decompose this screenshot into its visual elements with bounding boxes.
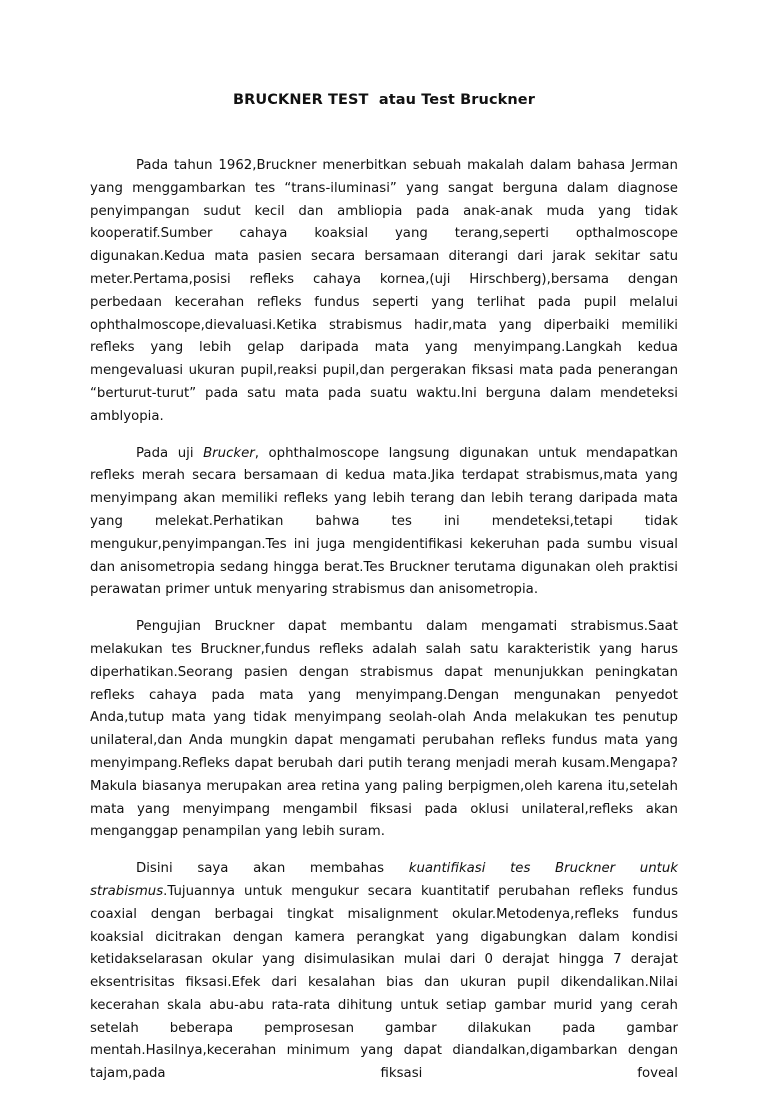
paragraph-4 xyxy=(90,858,678,1086)
paragraph-2-italic-term: Brucker xyxy=(203,445,255,461)
document-title: BRUCKNER TEST atau Test Bruckner xyxy=(232,92,535,108)
paragraph-3-text: Pengujian Bruckner dapat membantu dalam mengamati strabismus.Saat melakukan tes Bruckner,fundus refleks adalah salah satu karakteristik yang harus diperhatikan.Seorang pasien dengan strabismus dapat menunjukkan peningkatan refleks cahaya pada mata yang menyimpang.Dengan mengunakan penyedot Anda,tutup mata yang tidak menyimpang seolah-olah Anda melakukan tes penutup unilateral,dan Anda mungkin dapat mengamati perubahan refleks fundus mata yang menyimpang.Refleks dapat berubah dari putih terang menjadi merah kusam.Mengapa? Makula biasanya merupakan area retina yang paling berpigmen,oleh karena itu,setelah mata yang menyimpang mengambil fiksasi pada oklusi unilateral,refleks akan menganggap penampilan yang lebih suram. xyxy=(90,619,678,840)
paragraph-4-text-start: Disini saya akan membahas xyxy=(136,861,409,877)
paragraph-3 xyxy=(90,616,678,844)
paragraph-1-text: Pada tahun 1962,Bruckner menerbitkan sebuah makalah dalam bahasa Jerman yang menggambarkan tes “trans-iluminasi” yang sangat berguna dalam diagnose penyimpangan sudut kecil dan ambliopia pada anak-anak muda yang tidak kooperatif.Sumber cahaya koaksial yang terang,seperti opthalmoscope digunakan.Kedua mata pasien secara bersamaan diterangi dari jarak sekitar satu meter.Pertama,posisi refleks cahaya kornea,(uji Hirschberg),bersama dengan perbedaan kecerahan refleks fundus seperti yang terlihat pada pupil melalui ophthalmoscope,dievaluasi.Ketika strabismus hadir,mata yang diperbaiki memiliki refleks yang lebih gelap daripada mata yang menyimpang.Langkah kedua mengevaluasi ukuran pupil,reaksi pupil,dan pergerakan fiksasi mata pada penerangan “berturut-turut” pada satu mata pada suatu waktu.Ini berguna dalam mendeteksi amblyopia. xyxy=(90,158,678,424)
paragraph-2-text-rest: , ophthalmoscope langsung digunakan untuk mendapatkan refleks merah secara bersamaan di kedua mata.Jika terdapat strabismus,mata yang menyimpang akan memiliki refleks yang lebih terang dan lebih terang daripada mata yang melekat.Perhatikan bahwa tes ini mendeteksi,tetapi tidak mengukur,penyimpangan.Tes ini juga mengidentifikasi kekeruhan pada sumbu visual dan anisometropia sedang hingga berat.Tes Bruckner terutama digunakan oleh praktisi perawatan primer untuk menyaring strabismus dan anisometropia. xyxy=(90,445,678,598)
document-body xyxy=(90,155,678,1100)
paragraph-4-text-rest: .Tujuannya untuk mengukur secara kuantitatif perubahan refleks fundus coaxial dengan berbagai tingkat misalignment okular.Metodenya,refleks fundus koaksial dicitrakan dengan kamera perangkat yang digabungkan dalam kondisi ketidakselarasan okular yang disimulasikan mulai dari 0 derajat hingga 7 derajat eksentrisitas fiksasi.Efek dari kesalahan bias dan ukuran pupil dikendalikan.Nilai kecerahan skala abu-abu rata-rata dihitung untuk setiap gambar murid yang cerah setelah beberapa pemprosesan gambar dilakukan pada gambar mentah.Hasilnya,kecerahan minimum yang dapat diandalkan,digambarkan dengan tajam,pada fiksasi foveal xyxy=(90,883,678,1082)
paragraph-4-italic-term: kuantifikasi tes Bruckner untuk strabismus xyxy=(90,861,678,899)
paragraph-1 xyxy=(90,155,678,429)
paragraph-2 xyxy=(90,443,678,603)
paragraph-2-text-start: Pada uji xyxy=(136,445,204,461)
